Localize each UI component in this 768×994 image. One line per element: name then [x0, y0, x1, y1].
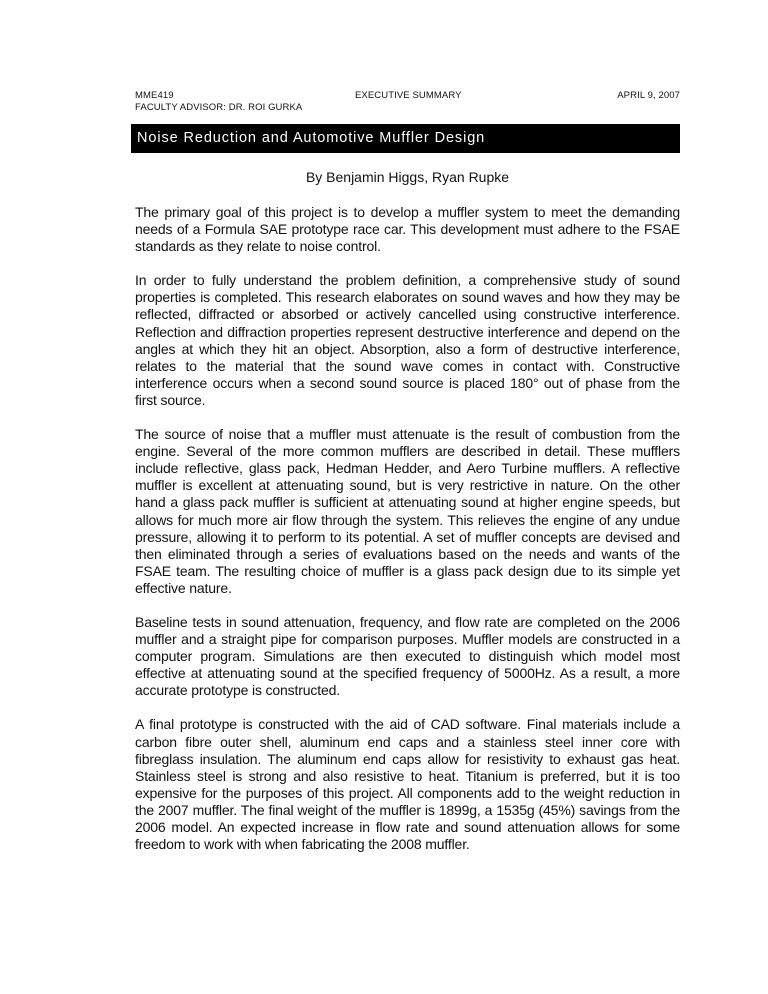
header-left-block	[135, 90, 302, 114]
author-byline: By Benjamin Higgs, Ryan Rupke	[305, 169, 510, 185]
paragraph: A final prototype is constructed with the aid of CAD software. Final materials include a carbon fibre outer shell, aluminum end caps and a stainless steel inner core with fibreglass insulation. The aluminum end caps allow for resistivity to exhaust gas heat. Stainless steel is strong and also resistive to heat. Titanium is preferred, but it is too expensive for the purposes of this project. All components add to the weight reduction in the 2007 muffler. The final weight of the muffler is 1899g, a 1535g (45%) savings from the 2006 model. An expected increase in flow rate and sound attenuation allows for some freedom to work with when fabricating the 2008 muffler.	[135, 716, 680, 853]
section-label: EXECUTIVE SUMMARY	[355, 90, 462, 101]
faculty-advisor: FACULTY ADVISOR: DR. ROI GURKA	[135, 102, 303, 113]
summary-body	[135, 204, 680, 870]
paragraph: The source of noise that a muffler must attenuate is the result of combustion from the engine. Several of the more common mufflers are described in detail. These mufflers include reflective, glass pack, Hedman Hedder, and Aero Turbine mufflers. A reflective muffler is excellent at attenuating sound, but is very restrictive in nature. On the other hand a glass pack muffler is sufficient at attenuating sound at higher engine speeds, but allows for much more air flow through the system. This relieves the engine of any undue pressure, allowing it to perform to its potential. A set of muffler concepts are devised and then eliminated through a series of evaluations based on the needs and wants of the FSAE team. The resulting choice of muffler is a glass pack design due to its simple yet effective nature.	[135, 426, 680, 596]
course-code: MME419	[135, 90, 174, 101]
title-banner	[131, 124, 680, 153]
paragraph: In order to fully understand the problem definition, a comprehensive study of sound properties is completed. This research elaborates on sound waves and how they may be reflected, diffracted or absorbed or actively cancelled using constructive interference. Reflection and diffraction properties represent destructive interference and depend on the angles at which they hit an object. Absorption, also a form of destructive interference, relates to the material that the sound wave comes in contact with. Constructive interference occurs when a second sound source is placed 180° out of phase from the first source.	[135, 272, 680, 408]
document-date: APRIL 9, 2007	[617, 90, 680, 101]
paragraph: The primary goal of this project is to develop a muffler system to meet the demanding needs of a Formula SAE prototype race car. This development must adhere to the FSAE standards as they relate to noise control.	[135, 204, 680, 255]
document-title: Noise Reduction and Automotive Muffler Design	[137, 130, 486, 146]
paragraph: Baseline tests in sound attenuation, frequency, and flow rate are completed on the 2006 muffler and a straight pipe for comparison purposes. Muffler models are constructed in a computer program. Simulations are then executed to distinguish which model most effective at attenuating sound at the specified frequency of 5000Hz. As a result, a more accurate prototype is constructed.	[135, 613, 680, 699]
